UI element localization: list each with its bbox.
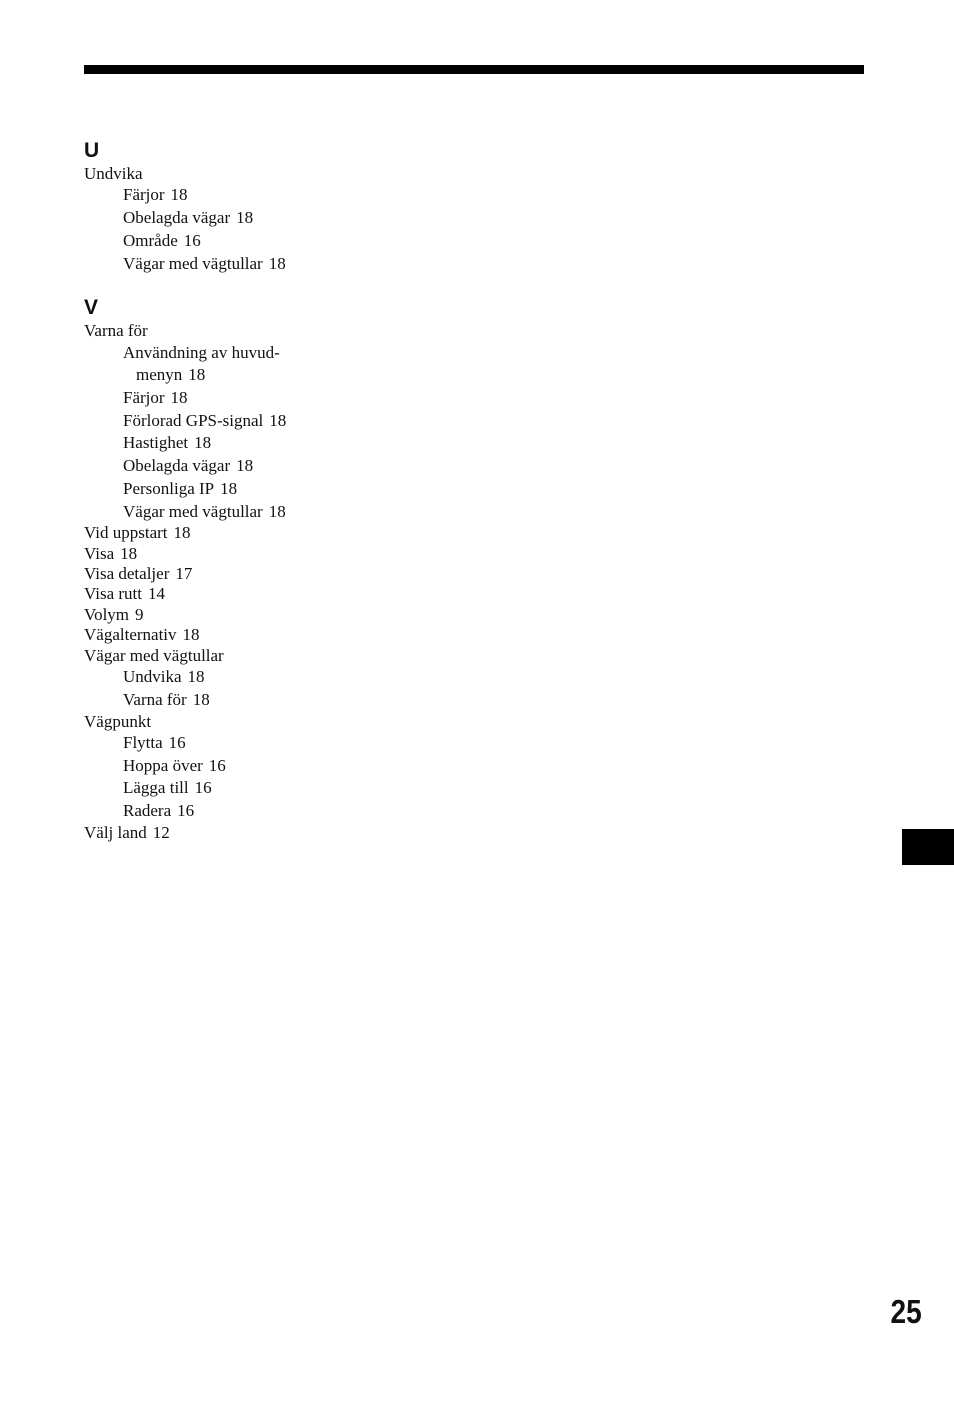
index-entry <box>84 625 444 645</box>
index-entry <box>84 544 444 564</box>
index-term: Obelagda vägar <box>123 456 231 476</box>
index-term: Hastighet <box>123 433 189 453</box>
index-term: Område <box>123 230 178 250</box>
index-entry <box>84 523 444 543</box>
index-page-ref: 16 <box>168 732 186 752</box>
index-page-ref: 16 <box>194 778 212 798</box>
index-entry <box>84 646 444 666</box>
index-term: Radera <box>123 801 172 821</box>
index-subentry <box>84 253 444 276</box>
index-entry <box>84 164 444 184</box>
index-term: Färjor <box>123 388 165 408</box>
index-term: Vägar med vägtullar <box>84 645 224 665</box>
index-subentry <box>84 364 444 387</box>
index-page-ref: 12 <box>152 822 170 842</box>
index-page-ref: 18 <box>268 253 286 273</box>
section-letter: U <box>84 139 100 162</box>
index-entry <box>84 321 444 341</box>
index-entry <box>84 605 444 625</box>
index-term: Visa detaljer <box>84 564 170 584</box>
index-page-ref: 18 <box>170 388 188 408</box>
page-number: 25 <box>890 1293 922 1330</box>
index-term: Vägpunkt <box>84 711 152 731</box>
index-page-ref: 18 <box>170 185 188 205</box>
index-term: menyn <box>136 365 183 385</box>
index-term: Hoppa över <box>123 755 203 775</box>
index-entry <box>84 823 444 843</box>
index-page-ref: 18 <box>268 501 286 521</box>
index-page-ref: 9 <box>135 604 144 624</box>
index-term: Personliga IP <box>123 478 215 498</box>
index-page-ref: 18 <box>194 433 212 453</box>
index-entry <box>84 584 444 604</box>
top-rule <box>84 65 864 74</box>
index-column <box>84 138 444 843</box>
index-subentry <box>84 689 444 712</box>
index-term: Vägalternativ <box>84 625 177 645</box>
index-subentry <box>84 342 444 365</box>
index-page-ref: 17 <box>175 564 193 584</box>
index-term: Visa <box>84 543 115 563</box>
index-term: Flytta <box>123 732 163 752</box>
index-term: Vägar med vägtullar <box>123 253 263 273</box>
index-term: Visa rutt <box>84 584 142 604</box>
index-term: Undvika <box>84 164 143 183</box>
section-tab-marker <box>902 829 954 865</box>
index-subentry <box>84 501 444 524</box>
index-page-ref: 18 <box>220 478 238 498</box>
index-page-ref: 16 <box>208 755 226 775</box>
index-page-ref: 18 <box>236 456 254 476</box>
index-page-ref: 18 <box>236 208 254 228</box>
index-page-ref: 18 <box>188 365 206 385</box>
index-term: Varna för <box>123 689 187 709</box>
index-subentry <box>84 387 444 410</box>
index-page-ref: 18 <box>269 410 287 430</box>
index-term: Vid uppstart <box>84 523 168 543</box>
index-subentry <box>84 455 444 478</box>
index-entry <box>84 564 444 584</box>
index-subentry <box>84 755 444 778</box>
index-term: Volym <box>84 604 130 624</box>
index-page-ref: 14 <box>148 584 165 604</box>
index-term: Varna för <box>84 321 148 341</box>
index-page-ref: 16 <box>177 801 195 821</box>
index-subentry <box>84 478 444 501</box>
index-term: Lägga till <box>123 778 189 798</box>
index-subentry <box>84 207 444 230</box>
index-term: Välj land <box>84 822 147 842</box>
index-page-ref: 18 <box>173 523 191 543</box>
index-term: Färjor <box>123 185 165 205</box>
index-term: Vägar med vägtullar <box>123 501 263 521</box>
index-term: Obelagda vägar <box>123 208 231 228</box>
index-subentry <box>84 777 444 800</box>
index-subentry <box>84 800 444 823</box>
index-term: Undvika <box>123 667 182 687</box>
index-subentry <box>84 732 444 755</box>
index-page-ref: 18 <box>187 667 205 687</box>
index-page-ref: 18 <box>192 689 210 709</box>
index-page-ref: 16 <box>183 230 201 250</box>
section-letter: V <box>84 296 99 320</box>
index-term: Förlorad GPS-signal <box>123 410 264 430</box>
index-subentry <box>84 410 444 433</box>
index-subentry <box>84 432 444 455</box>
index-term: Användning av huvud- <box>123 342 280 362</box>
index-subentry <box>84 230 444 253</box>
index-subentry <box>84 666 444 689</box>
index-page-ref: 18 <box>120 543 138 563</box>
index-page-ref: 18 <box>182 625 200 645</box>
index-entry <box>84 712 444 732</box>
index-subentry <box>84 184 444 207</box>
